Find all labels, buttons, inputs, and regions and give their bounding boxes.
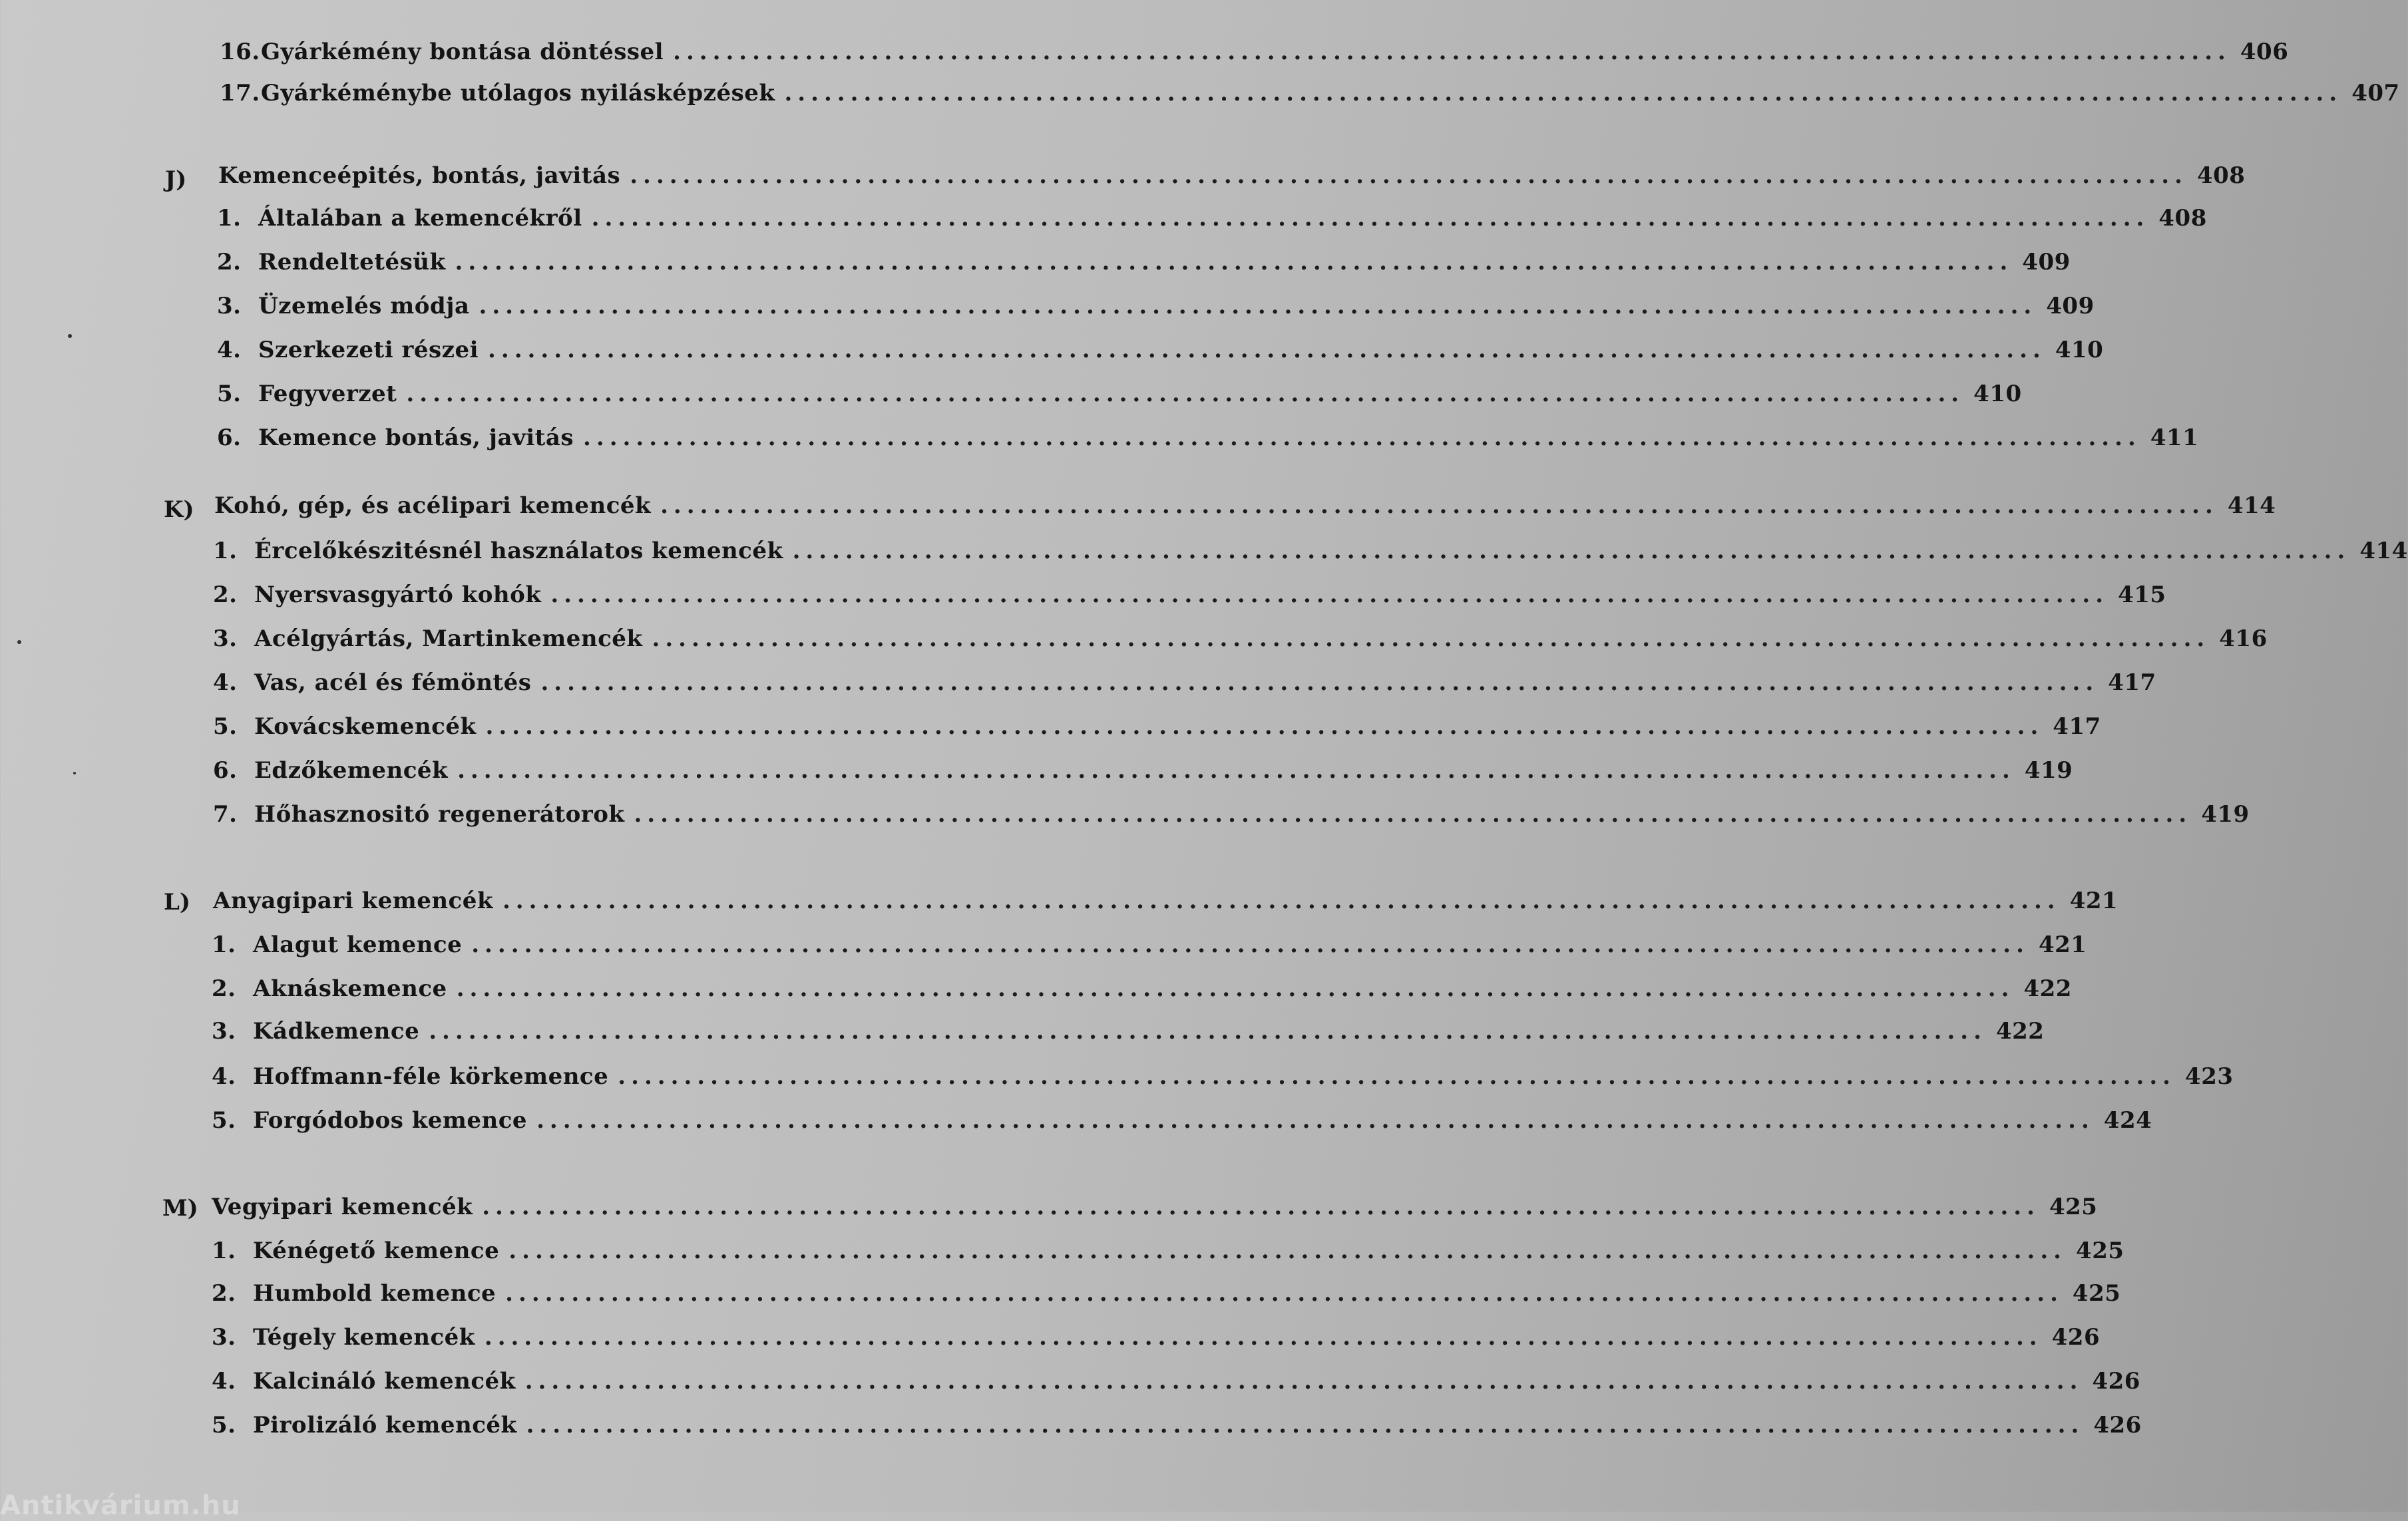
dot-leader: ...................................................................................................................... <box>502 888 2061 914</box>
paper-speck <box>17 640 21 644</box>
section-page-number: 408 <box>2196 162 2246 189</box>
entry-title: Fegyverzet <box>258 381 397 407</box>
section-letter: J) <box>165 166 187 193</box>
entry-number: 17. <box>220 80 260 106</box>
entry-number: 4. <box>217 337 242 363</box>
dot-leader: ...................................................................................................................... <box>429 1018 1987 1045</box>
entry-page-number: 426 <box>2092 1368 2140 1395</box>
entry-page-number: 419 <box>2201 801 2250 828</box>
entry-title: Aknáskemence <box>253 975 447 1002</box>
toc-entry <box>217 424 2199 458</box>
entry-title: Kemence bontás, javitás <box>258 424 574 451</box>
entry-page-number: 426 <box>2093 1412 2142 1438</box>
entry-page-number: 407 <box>2351 80 2400 106</box>
entry-title: Tégely kemencék <box>253 1324 475 1351</box>
entry-title: Gyárkémény bontása döntéssel <box>261 39 664 65</box>
toc-entry <box>213 625 2268 659</box>
dot-leader: ...................................................................................................................... <box>482 1194 2040 1220</box>
entry-number: 3. <box>212 1018 236 1045</box>
entry-title: Edzőkemencék <box>254 757 449 784</box>
entry-page-number: 409 <box>2046 293 2095 319</box>
dot-leader: ...................................................................................................................... <box>591 205 2150 232</box>
toc-entry <box>212 975 2072 1009</box>
entry-number: 2. <box>217 249 242 275</box>
toc-entry <box>217 293 2095 326</box>
dot-leader: ...................................................................................................................... <box>508 1238 2067 1264</box>
entry-title: Acélgyártás, Martinkemencék <box>254 625 643 652</box>
entry-title: Kovácskemencék <box>254 713 477 740</box>
entry-number: 1. <box>217 205 242 232</box>
dot-leader: ...................................................................................................................... <box>660 492 2218 519</box>
toc-entry <box>220 39 2289 72</box>
entry-number: 3. <box>213 625 238 652</box>
entry-number: 6. <box>213 757 238 784</box>
dot-leader: ...................................................................................................................... <box>652 625 2210 652</box>
dot-leader: ...................................................................................................................... <box>455 249 2013 275</box>
dot-leader: ...................................................................................................................... <box>634 801 2192 828</box>
entry-number: 1. <box>212 931 236 958</box>
dot-leader: ...................................................................................................................... <box>583 424 2141 451</box>
entry-title: Humbold kemence <box>253 1280 497 1307</box>
toc-entry <box>212 931 2087 965</box>
entry-number: 3. <box>212 1324 236 1351</box>
toc-entry <box>212 1280 2121 1313</box>
section-title: Kohó, gép, és acélipari kemencék <box>214 492 652 519</box>
entry-page-number: 410 <box>2055 337 2104 363</box>
toc-entry <box>213 757 2073 790</box>
section-page-number: 414 <box>2227 492 2276 519</box>
toc-entry <box>217 249 2071 282</box>
entry-title: Rendeltetésük <box>258 249 446 275</box>
toc-entry <box>217 337 2104 370</box>
entry-title: Szerkezeti részei <box>258 337 479 363</box>
entry-number: 5. <box>212 1412 236 1438</box>
dot-leader: ...................................................................................................................... <box>505 1280 2063 1307</box>
entry-page-number: 408 <box>2158 205 2207 232</box>
entry-number: 4. <box>212 1063 236 1090</box>
toc-entry <box>212 1063 2234 1097</box>
entry-number: 5. <box>213 713 238 740</box>
dot-leader: ...................................................................................................................... <box>524 1368 2083 1395</box>
entry-number: 3. <box>217 293 242 319</box>
entry-page-number: 422 <box>2023 975 2072 1002</box>
entry-number: 2. <box>213 582 238 608</box>
paper-speck <box>68 334 72 338</box>
entry-title: Üzemelés módja <box>258 293 470 319</box>
entry-title: Kalcináló kemencék <box>253 1368 516 1395</box>
toc-entry <box>212 1018 2045 1051</box>
toc-entry <box>213 669 2156 703</box>
toc-entry <box>212 1107 2152 1140</box>
entry-number: 4. <box>213 669 238 696</box>
entry-page-number: 411 <box>2150 424 2199 451</box>
entry-title: Nyersvasgyártó kohók <box>254 582 542 608</box>
entry-number: 1. <box>213 538 238 564</box>
dot-leader: ...................................................................................................................... <box>471 931 2029 958</box>
section-heading <box>218 162 2246 196</box>
dot-leader: ...................................................................................................................... <box>618 1063 2176 1090</box>
entry-title: Pirolizáló kemencék <box>253 1412 517 1438</box>
entry-page-number: 406 <box>2240 39 2289 65</box>
dot-leader: ...................................................................................................................... <box>536 1107 2095 1134</box>
dot-leader: ...................................................................................................................... <box>792 538 2351 564</box>
entry-page-number: 417 <box>2108 669 2156 696</box>
dot-leader: ...................................................................................................................... <box>457 757 2015 784</box>
entry-title: Ércelőkészitésnél használatos kemencék <box>254 538 783 564</box>
entry-title: Gyárkéménybe utólagos nyilásképzések <box>261 80 775 106</box>
dot-leader: ...................................................................................................................... <box>784 80 2343 106</box>
entry-title: Általában a kemencékről <box>258 205 582 232</box>
section-heading <box>213 888 2118 921</box>
entry-title: Hőhasznositó regenerátorok <box>254 801 625 828</box>
entry-number: 4. <box>212 1368 236 1395</box>
section-heading <box>214 492 2276 526</box>
dot-leader: ...................................................................................................................... <box>540 669 2099 696</box>
dot-leader: ...................................................................................................................... <box>526 1412 2085 1438</box>
toc-entry <box>220 80 2400 113</box>
section-heading <box>212 1194 2098 1227</box>
dot-leader: ...................................................................................................................... <box>488 337 2046 363</box>
entry-page-number: 416 <box>2219 625 2268 652</box>
dot-leader: ...................................................................................................................... <box>630 162 2188 189</box>
entry-number: 5. <box>212 1107 236 1134</box>
entry-title: Forgódobos kemence <box>253 1107 528 1134</box>
paper-speck <box>73 772 76 774</box>
toc-entry <box>213 538 2408 571</box>
section-letter: K) <box>164 496 194 523</box>
entry-page-number: 415 <box>2118 582 2166 608</box>
dot-leader: ...................................................................................................................... <box>673 39 2231 65</box>
toc-entry <box>213 582 2166 615</box>
section-page-number: 425 <box>2049 1194 2098 1220</box>
toc-entry <box>217 205 2207 238</box>
watermark: Antikvárium.hu <box>0 1490 241 1521</box>
dot-leader: ...................................................................................................................... <box>456 975 2015 1002</box>
entry-number: 1. <box>212 1238 236 1264</box>
entry-page-number: 422 <box>1995 1018 2045 1045</box>
toc-entry <box>212 1324 2101 1357</box>
dot-leader: ...................................................................................................................... <box>550 582 2109 608</box>
entry-page-number: 425 <box>2076 1238 2124 1264</box>
dot-leader: ...................................................................................................................... <box>406 381 1965 407</box>
entry-number: 7. <box>213 801 238 828</box>
toc-entry <box>213 801 2250 834</box>
entry-title: Vas, acél és fémöntés <box>254 669 532 696</box>
entry-page-number: 426 <box>2051 1324 2101 1351</box>
section-title: Kemenceépités, bontás, javitás <box>218 162 621 189</box>
toc-entry <box>212 1412 2142 1445</box>
entry-title: Kénégető kemence <box>253 1238 500 1264</box>
entry-page-number: 409 <box>2022 249 2071 275</box>
entry-page-number: 425 <box>2072 1280 2121 1307</box>
toc-entry <box>213 713 2101 747</box>
entry-page-number: 424 <box>2103 1107 2152 1134</box>
entry-number: 6. <box>217 424 242 451</box>
entry-page-number: 419 <box>2024 757 2073 784</box>
section-title: Anyagipari kemencék <box>213 888 493 914</box>
entry-page-number: 414 <box>2359 538 2408 564</box>
dot-leader: ...................................................................................................................... <box>479 293 2037 319</box>
entry-title: Alagut kemence <box>253 931 463 958</box>
entry-page-number: 423 <box>2185 1063 2234 1090</box>
entry-title: Kádkemence <box>253 1018 420 1045</box>
section-letter: L) <box>164 889 190 916</box>
dot-leader: ...................................................................................................................... <box>484 1324 2043 1351</box>
entry-number: 2. <box>212 975 236 1002</box>
entry-page-number: 417 <box>2053 713 2101 740</box>
entry-page-number: 410 <box>1973 381 2022 407</box>
entry-number: 5. <box>217 381 242 407</box>
section-letter: M) <box>162 1195 198 1222</box>
entry-number: 2. <box>212 1280 236 1307</box>
section-page-number: 421 <box>2069 888 2118 914</box>
toc-entry <box>212 1368 2140 1401</box>
dot-leader: ...................................................................................................................... <box>485 713 2044 740</box>
toc-entry <box>212 1238 2124 1271</box>
entry-title: Hoffmann-féle körkemence <box>253 1063 609 1090</box>
entry-page-number: 421 <box>2038 931 2087 958</box>
toc-entry <box>217 381 2022 414</box>
entry-number: 16. <box>220 39 260 65</box>
section-title: Vegyipari kemencék <box>212 1194 473 1220</box>
